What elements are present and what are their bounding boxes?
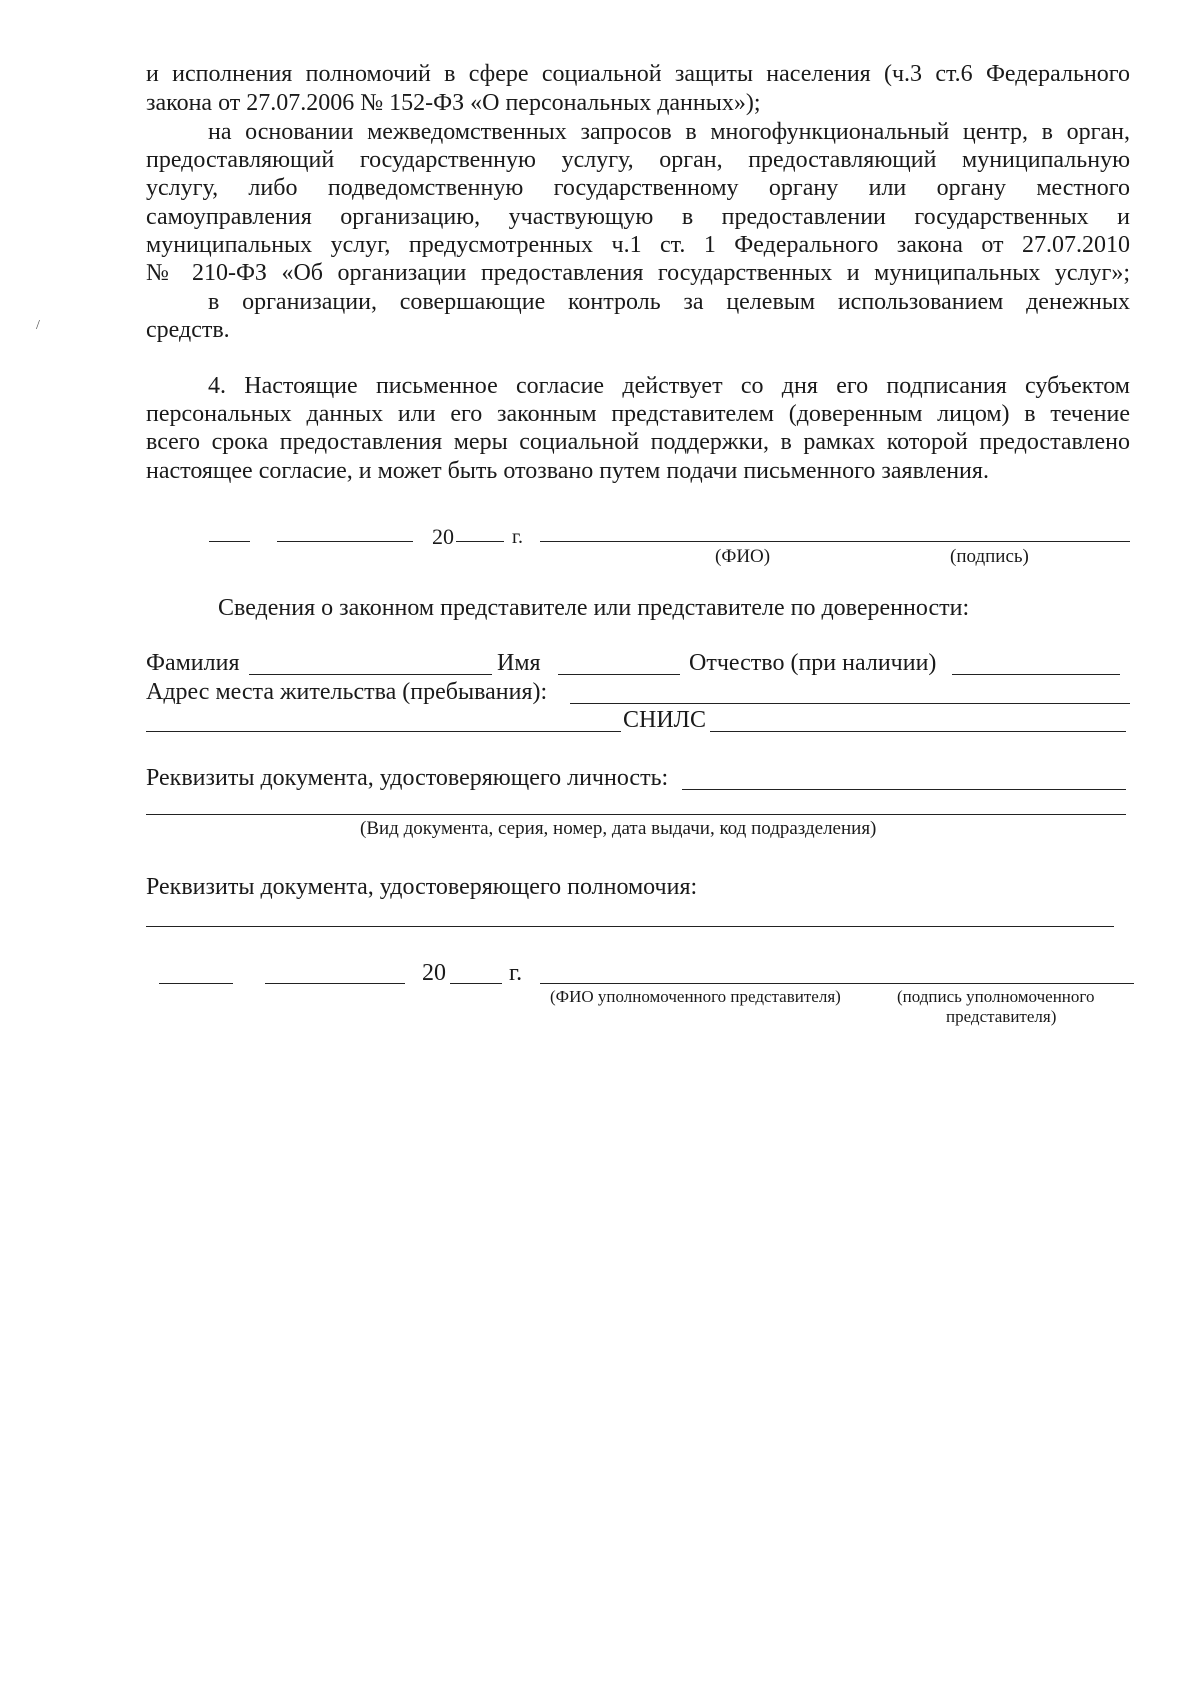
address-field[interactable] [570,703,1130,704]
text-line: настоящее согласие, и может быть отозвано путем подачи письменного заявления. [146,458,989,484]
scan-mark: / [36,318,40,333]
snils-field[interactable] [710,731,1126,732]
text-line: средств. [146,317,230,343]
text-line: предоставляющий государственную услугу, орган, предоставляющий муниципальную [146,147,1130,173]
signature-caption: (подпись) [950,546,1029,567]
year-suffix: г. [509,960,523,986]
text-line: закона от 27.07.2006 № 152-ФЗ «О персональных данных»); [146,90,761,116]
authority-document-label: Реквизиты документа, удостоверяющего полномочия: [146,874,698,900]
id-document-field-continued[interactable] [146,814,1126,815]
text-line: и исполнения полномочий в сфере социальной защиты населения (ч.3 ст.6 Федерального [146,61,1130,87]
patronymic-label: Отчество (при наличии) [689,650,937,676]
surname-label: Фамилия [146,650,240,676]
fio-signature-field[interactable] [540,541,1130,542]
text-line: на основании межведомственных запросов в многофункциональный центр, в орган, [208,119,1130,145]
snils-label: СНИЛС [623,707,706,733]
id-document-caption: (Вид документа, серия, номер, дата выдачи, код подразделения) [360,818,877,839]
address-label: Адрес места жительства (пребывания): [146,679,548,705]
year-suffix: г. [512,526,523,548]
month-field[interactable] [265,983,405,984]
fio-signature-field[interactable] [540,983,1134,984]
text-line: 4. Настоящие письменное согласие действует со дня его подписания субъектом [208,373,1130,399]
text-line: самоуправления организацию, участвующую в предоставлении государственных и [146,204,1130,230]
year-field[interactable] [456,541,504,542]
text-line: услугу, либо подведомственную государственному органу или органу местного [146,175,1130,201]
text-line: персональных данных или его законным представителем (доверенным лицом) в течение [146,401,1130,427]
signature-caption: представителя) [946,1007,1057,1026]
name-field[interactable] [558,674,680,675]
representative-heading: Сведения о законном представителе или представителе по доверенности: [218,595,970,621]
day-field[interactable] [209,541,250,542]
address-field-continued[interactable] [146,731,621,732]
text-line: в организации, совершающие контроль за целевым использованием денежных [208,289,1130,315]
surname-field[interactable] [249,674,492,675]
text-line: муниципальных услуг, предусмотренных ч.1 ст. 1 Федерального закона от 27.07.2010 [146,232,1130,258]
year-prefix: 20 [422,960,446,986]
year-field[interactable] [450,983,502,984]
authority-document-field[interactable] [146,926,1114,927]
text-line: № 210-ФЗ «Об организации предоставления государственных и муниципальных услуг»; [146,260,1130,286]
patronymic-field[interactable] [952,674,1120,675]
fio-caption: (ФИО) [715,546,771,567]
fio-caption: (ФИО уполномоченного представителя) [550,987,841,1006]
signature-caption: (подпись уполномоченного [897,987,1095,1006]
month-field[interactable] [277,541,413,542]
id-document-field[interactable] [682,789,1126,790]
day-field[interactable] [159,983,233,984]
id-document-label: Реквизиты документа, удостоверяющего личность: [146,765,669,791]
text-line: всего срока предоставления меры социальной поддержки, в рамках которой предоставлено [146,429,1130,455]
name-label: Имя [497,650,541,676]
year-prefix: 20 [432,524,454,549]
